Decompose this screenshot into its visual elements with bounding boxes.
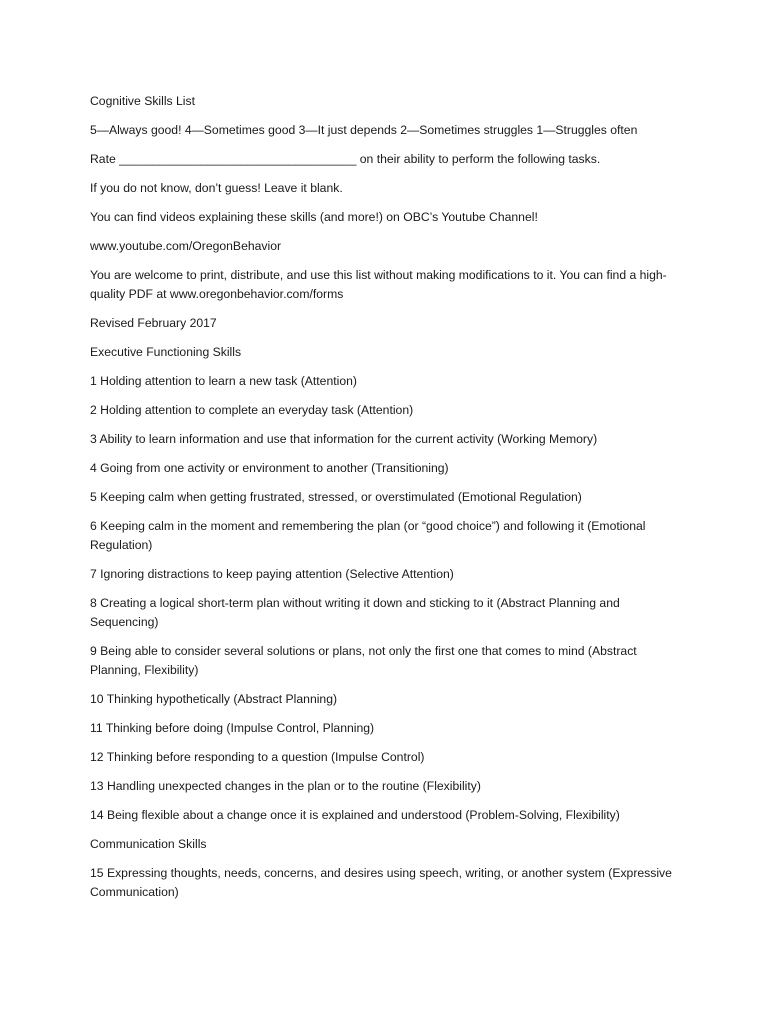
skill-item: 14 Being flexible about a change once it is explained and understood (Problem-Solving, Flexibility) (90, 808, 620, 822)
license-note: You are welcome to print, distribute, and use this list without making modifications to it. You can find a high-quality PDF at www.oregonbehavior.com/forms (90, 268, 667, 301)
rating-scale: 5—Always good! 4—Sometimes good 3—It just depends 2—Sometimes struggles 1—Struggles often (90, 123, 638, 137)
skill-item: 15 Expressing thoughts, needs, concerns, and desires using speech, writing, or another system (Expressive Communication) (90, 866, 672, 899)
revised-date: Revised February 2017 (90, 316, 217, 330)
skill-item: 10 Thinking hypothetically (Abstract Planning) (90, 692, 338, 706)
document-title: Cognitive Skills List (90, 94, 195, 108)
skill-item: 6 Keeping calm in the moment and remembering the plan (or “good choice”) and following it (Emotional Regulation) (90, 519, 646, 552)
videos-note: You can find videos explaining these skills (and more!) on OBC’s Youtube Channel! (90, 210, 538, 224)
skill-item: 11 Thinking before doing (Impulse Control, Planning) (90, 721, 375, 735)
skill-item: 1 Holding attention to learn a new task (Attention) (90, 374, 357, 388)
skill-item: 8 Creating a logical short-term plan without writing it down and sticking to it (Abstract Planning and Sequencing) (90, 596, 620, 629)
section-heading-executive: Executive Functioning Skills (90, 345, 242, 359)
skill-item: 12 Thinking before responding to a question (Impulse Control) (90, 750, 425, 764)
skill-item: 4 Going from one activity or environment to another (Transitioning) (90, 461, 449, 475)
skill-item: 3 Ability to learn information and use that information for the current activity (Working Memory) (90, 432, 598, 446)
document-body (90, 92, 690, 912)
guess-note: If you do not know, don’t guess! Leave it blank. (90, 181, 343, 195)
skill-item: 13 Handling unexpected changes in the plan or to the routine (Flexibility) (90, 779, 481, 793)
skill-item: 9 Being able to consider several solutions or plans, not only the first one that comes to mind (Abstract Planning, Flexibility) (90, 644, 637, 677)
rate-line: Rate ___________________________________ on their ability to perform the following tasks. (90, 152, 601, 166)
section-heading-communication: Communication Skills (90, 837, 207, 851)
skill-item: 2 Holding attention to complete an everyday task (Attention) (90, 403, 414, 417)
youtube-url: www.youtube.com/OregonBehavior (90, 239, 282, 253)
skill-item: 7 Ignoring distractions to keep paying attention (Selective Attention) (90, 567, 454, 581)
skill-item: 5 Keeping calm when getting frustrated, stressed, or overstimulated (Emotional Regulation) (90, 490, 582, 504)
